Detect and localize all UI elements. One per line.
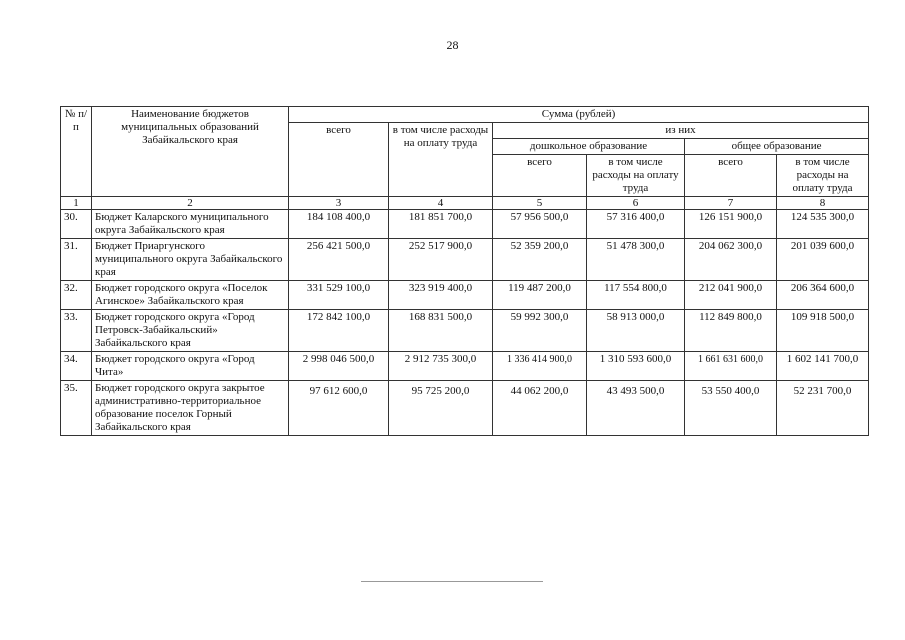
header-general-total: всего (685, 155, 777, 197)
footer-divider (361, 581, 543, 582)
row-number: 34. (61, 352, 92, 381)
general-total: 1 661 631 600,0 (685, 352, 777, 381)
general-wages: 52 231 700,0 (777, 381, 869, 436)
budget-name: Бюджет Приаргунского муниципального округа Забайкальского края (92, 239, 289, 281)
row-number: 31. (61, 239, 92, 281)
wages-amount: 2 912 735 300,0 (389, 352, 493, 381)
header-total: всего (289, 123, 389, 197)
wages-amount: 323 919 400,0 (389, 281, 493, 310)
preschool-wages: 117 554 800,0 (587, 281, 685, 310)
total-amount: 172 842 100,0 (289, 310, 389, 352)
preschool-wages: 1 310 593 600,0 (587, 352, 685, 381)
row-number: 35. (61, 381, 92, 436)
header-of-them: из них (493, 123, 869, 139)
total-amount: 256 421 500,0 (289, 239, 389, 281)
preschool-wages: 43 493 500,0 (587, 381, 685, 436)
general-total: 112 849 800,0 (685, 310, 777, 352)
general-wages: 206 364 600,0 (777, 281, 869, 310)
budget-name: Бюджет городского округа «Город Петровск-Забайкальский» Забайкальского края (92, 310, 289, 352)
wages-amount: 181 851 700,0 (389, 210, 493, 239)
general-total: 53 550 400,0 (685, 381, 777, 436)
table-row (61, 310, 869, 352)
table-row (61, 210, 869, 239)
header-preschool-wages: в том числе расходы на оплату труда (587, 155, 685, 197)
general-wages: 109 918 500,0 (777, 310, 869, 352)
row-number: 32. (61, 281, 92, 310)
budget-table (60, 106, 869, 436)
header-incl-wages: в том числе расходы на оплату труда (389, 123, 493, 197)
preschool-total: 52 359 200,0 (493, 239, 587, 281)
preschool-total: 44 062 200,0 (493, 381, 587, 436)
column-number: 8 (777, 197, 869, 210)
preschool-total: 59 992 300,0 (493, 310, 587, 352)
header-sum: Сумма (рублей) (289, 107, 869, 123)
preschool-total: 1 336 414 900,0 (493, 352, 587, 381)
header-budget-name: Наименование бюджетов муниципальных образований Забайкальского края (92, 107, 289, 197)
page-number: 28 (446, 38, 459, 52)
table-row (61, 381, 869, 436)
total-amount: 331 529 100,0 (289, 281, 389, 310)
total-amount: 2 998 046 500,0 (289, 352, 389, 381)
column-number: 2 (92, 197, 289, 210)
preschool-total: 57 956 500,0 (493, 210, 587, 239)
header-general-wages: в том числе расходы на оплату труда (777, 155, 869, 197)
wages-amount: 168 831 500,0 (389, 310, 493, 352)
table-row (61, 281, 869, 310)
budget-name: Бюджет городского округа «Поселок Агинское» Забайкальского края (92, 281, 289, 310)
preschool-wages: 51 478 300,0 (587, 239, 685, 281)
total-amount: 97 612 600,0 (289, 381, 389, 436)
row-number: 33. (61, 310, 92, 352)
table-row (61, 239, 869, 281)
header-preschool-total: всего (493, 155, 587, 197)
header-general: общее образование (685, 139, 869, 155)
column-numbers-row (61, 197, 869, 210)
total-amount: 184 108 400,0 (289, 210, 389, 239)
budget-name: Бюджет Каларского муниципального округа Забайкальского края (92, 210, 289, 239)
preschool-wages: 58 913 000,0 (587, 310, 685, 352)
wages-amount: 252 517 900,0 (389, 239, 493, 281)
header-number: № п/п (61, 107, 92, 197)
budget-name: Бюджет городского округа закрытое административно-территориальное образование поселок Горный Забайкальского края (92, 381, 289, 436)
general-total: 204 062 300,0 (685, 239, 777, 281)
general-wages: 1 602 141 700,0 (777, 352, 869, 381)
preschool-total: 119 487 200,0 (493, 281, 587, 310)
row-number: 30. (61, 210, 92, 239)
column-number: 5 (493, 197, 587, 210)
wages-amount: 95 725 200,0 (389, 381, 493, 436)
column-number: 7 (685, 197, 777, 210)
preschool-wages: 57 316 400,0 (587, 210, 685, 239)
general-total: 126 151 900,0 (685, 210, 777, 239)
general-wages: 201 039 600,0 (777, 239, 869, 281)
column-number: 6 (587, 197, 685, 210)
budget-name: Бюджет городского округа «Город Чита» (92, 352, 289, 381)
column-number: 4 (389, 197, 493, 210)
header-preschool: дошкольное образование (493, 139, 685, 155)
general-wages: 124 535 300,0 (777, 210, 869, 239)
column-number: 3 (289, 197, 389, 210)
column-number: 1 (61, 197, 92, 210)
general-total: 212 041 900,0 (685, 281, 777, 310)
table-row (61, 352, 869, 381)
